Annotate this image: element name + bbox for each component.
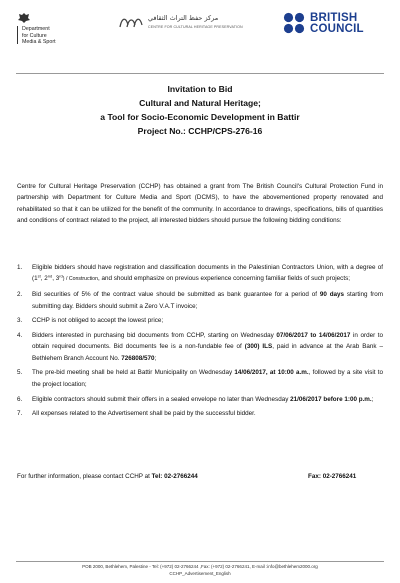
royal-crest-icon <box>17 12 31 24</box>
contact-line: For further information, please contact CCHP at Tel: 02-2766244 <box>17 473 198 480</box>
condition-item: 5. The pre-bid meeting shall be held at Battir Municipality on Wednesday 14/06/2017, at 10:00 a.m., followed by a site visit to the project location; <box>17 369 383 388</box>
project-number: Project No.: CCHP/CPS-276-16 <box>137 126 263 136</box>
document-title <box>0 82 400 138</box>
british-council-dots-icon <box>283 12 305 34</box>
condition-item: 1. Eligible bidders should have registration and classification documents in the Palestinian Contractors Union, with a degree of (1st, 2nd, 3rd) / Construction, and should emphasize on previous experience concerning familiar fields of such projects; <box>17 264 383 283</box>
cchp-emblem-icon <box>118 15 144 29</box>
british-council-name: BRITISH COUNCIL <box>310 12 364 35</box>
condition-item: 3. CCHP is not obliged to accept the lowest price; <box>17 317 164 325</box>
contact-tel: Tel: 02-2766244 <box>151 473 198 480</box>
footer-filename: CCHP_Advertisement_English <box>169 571 231 576</box>
title-line-3: a Tool for Socio-Economic Development in Battir <box>100 112 300 122</box>
cchp-arabic-name: مركز حفظ التراث الثقافي <box>148 14 219 22</box>
dcms-logo <box>17 12 87 24</box>
condition-item: 7. All expenses related to the Advertisement shall be paid by the successful bidder. <box>17 410 256 418</box>
title-line-1: Invitation to Bid <box>167 84 233 94</box>
footer-divider <box>16 561 384 562</box>
dcms-divider <box>17 26 18 44</box>
contact-fax: Fax: 02-2766241 <box>308 473 357 480</box>
title-line-2: Cultural and Natural Heritage; <box>139 98 261 108</box>
dcms-name: Department for Culture Media & Sport <box>22 26 56 46</box>
condition-item: 4. Bidders interested in purchasing bid documents from CCHP, starting on Wednesday 07/06/2017 to 14/06/2017 in order to obtain required documents. Bid documents fee is a non-fundable fee of (300) ILS, paid in advance at the Arab Bank – Bethlehem Branch Account No. 726808/570; <box>17 331 384 362</box>
condition-item: 2. Bid securities of 5% of the contract value should be submitted as bank guarantee for a period of 90 days starting from submitting day. Bidders should submit a Zero V.A.T invoice; <box>17 291 383 310</box>
footer-address: POB 2000, Bethlehem, Palestine - Tel: (+972) 02-2766244 ,Fax: (+972) 02-2766241, E-mail :info@bethlehem2000.org <box>82 564 318 569</box>
bidding-conditions-list <box>17 262 383 423</box>
condition-item: 6. Eligible contractors should submit their offers in a sealed envelope no later than Wednesday 21/06/2017 before 1:00 p.m.; <box>17 395 374 403</box>
intro-paragraph: Centre for Cultural Heritage Preservation (CCHP) has obtained a grant from The British Council's Cultural Protection Fund in partnership with Department for Culture Media and Sport (DCMS), to have the abovementioned property renovated and rehabilitated so that it can be utilized for the benefit of the community. In accordance to drawings, specifications, bills of quantities and conditions of contract related to the project, all interested bidders should pursue the following bidding conditions: <box>17 183 383 225</box>
header-divider <box>16 73 384 74</box>
cchp-english-name: CENTRE FOR CULTURAL HERITAGE PRESERVATION <box>148 25 243 29</box>
